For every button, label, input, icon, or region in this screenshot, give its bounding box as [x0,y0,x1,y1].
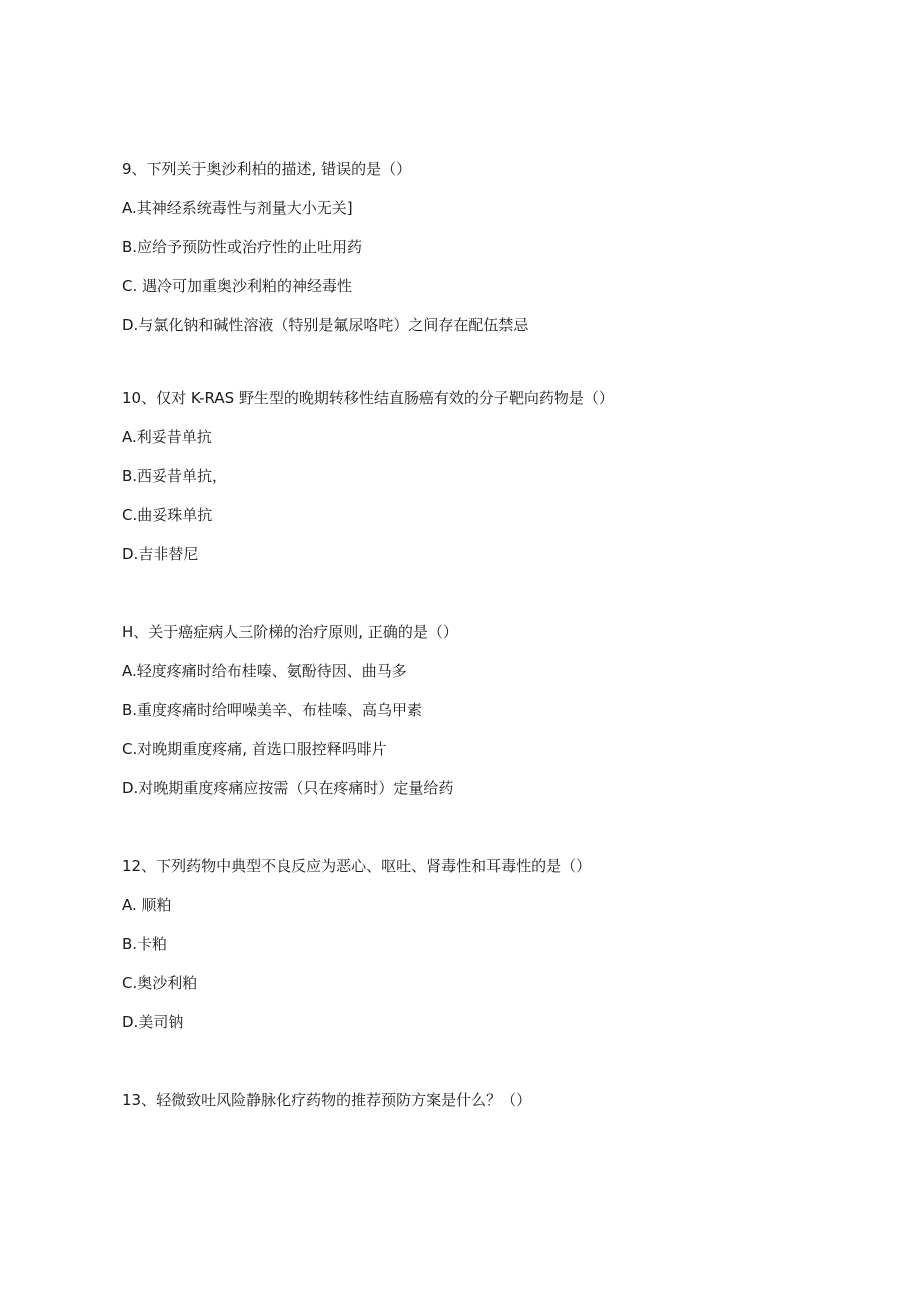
option-b: B.西妥昔单抗， [122,467,228,485]
option-b: B.重度疼痛时给呷噪美辛、布桂嗪、高乌甲素 [122,701,423,719]
question-stem: 10、仅对 K-RAS 野生型的晚期转移性结直肠癌有效的分子靶向药物是（） [122,389,614,407]
option-d: D.与氯化钠和碱性溶液（特别是氟尿咯咤）之间存在配伍禁忌 [122,316,529,334]
option-list [122,661,842,798]
option-d: D.对晚期重度疼痛应按需（只在疼痛时）定量给药 [122,779,454,797]
question-stem: H、关于癌症病人三阶梯的治疗原则, 正确的是（） [122,623,458,641]
question-13 [122,1090,842,1110]
option-a: A.其神经系统毒性与剂量大小无关] [122,199,353,217]
question-stem: 9、下列关于奥沙利柏的描述, 错误的是（） [122,160,412,178]
option-d: D.吉非替尼 [122,545,199,563]
option-c: C.奥沙利粕 [122,974,198,992]
option-a: A. 顺粕 [122,896,172,914]
option-b: B.应给予预防性或治疗性的止吐用药 [122,238,363,256]
question-9 [122,159,842,335]
option-b: B.卡粕 [122,935,168,953]
option-list [122,427,842,564]
question-12 [122,856,842,1032]
option-d: D.美司钠 [122,1013,184,1031]
option-list [122,198,842,335]
option-list [122,895,842,1032]
question-11 [122,622,842,798]
option-a: A.轻度疼痛时给布桂嗪、氨酚待因、曲马多 [122,662,407,680]
question-stem: 13、轻微致吐风险静脉化疗药物的推荐预防方案是什么？（） [122,1091,532,1109]
option-a: A.利妥昔单抗 [122,428,212,446]
question-stem: 12、下列药物中典型不良反应为恶心、呕吐、肾毒性和耳毒性的是（） [122,857,592,875]
option-c: C.曲妥珠单抗 [122,506,213,524]
question-10 [122,388,842,564]
option-c: C.对晚期重度疼痛, 首选口服控释吗啡片 [122,740,387,758]
option-c: C. 遇冷可加重奥沙利粕的神经毒性 [122,277,353,295]
